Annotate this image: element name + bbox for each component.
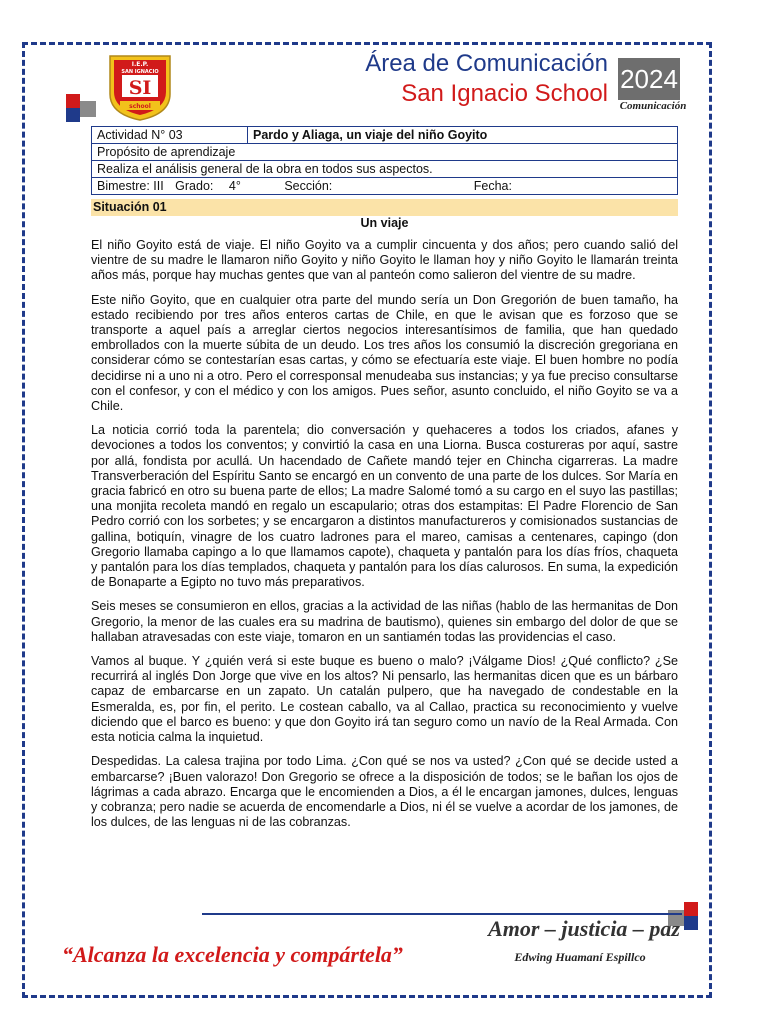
purpose-text: Realiza el análisis general de la obra en todos sus aspectos. [92, 161, 678, 178]
decor-square-blue [684, 916, 698, 930]
logo-banner-text: school [129, 103, 151, 110]
school-motto: Amor – justicia – paz [488, 916, 680, 941]
author-name: Edwing Huamaní Espillco [514, 950, 646, 964]
logo-monogram: SI [128, 77, 152, 99]
school-logo [108, 54, 172, 122]
school-name: San Ignacio School [401, 80, 608, 107]
bimestre-label: Bimestre: III [97, 179, 164, 193]
activity-title: Pardo y Aliaga, un viaje del niño Goyito [248, 127, 678, 144]
logo-top-text: I.E.P. [131, 61, 149, 68]
grado-label: Grado: [175, 179, 214, 193]
story-paragraph: Este niño Goyito, que en cualquier otra parte del mundo sería un Don Gregorión de buen tamaño, ha estado recibiendo por tres años enteros cartas de Chile, en que le avisan que es forzoso que se transporte a aquel país a arreglar ciertos negocios interesantísimos de familia, que han quedado embrollados con la muerte súbita de un deudo. Los tres años los consumió la discreción gregoriana en considerar cómo se contestarían esas cartas, y cómo se efectuaría este viaje. El buen hombre no podía decidirse ni a uno ni a otro. Pero el corresponsal menudeaba sus instancias; y ya fue preciso consultarse con el confesor, y con el médico y con los amigos. Pues señor, asunto concluido, el niño Goyito se va a Chile. [91, 292, 678, 414]
grado-value: 4° [228, 179, 241, 193]
area-title: Área de Comunicación [365, 50, 608, 77]
story-paragraph: El niño Goyito está de viaje. El niño Goyito va a cumplir cincuenta y dos años; pero cuando salió del vientre de su madre le llamaron niño Goyito y niño Goyito le llaman hoy y niño Goyito le llamarán treinta años más, porque hay muchas gentes que van al panteón como salieron del vientre de su madre. [91, 238, 678, 283]
year-badge: 2024 [618, 58, 680, 100]
story-paragraph: Seis meses se consumieron en ellos, gracias a la actividad de las niñas (hablo de las hermanitas de Don Gregorio, la menor de las cuales era su madrina de bautismo), quienes sin embargo del dolor de que se hallaban atravesadas con este viaje, tomaron en un santiamén todas las providencias el caso. [91, 599, 678, 644]
decor-square-red [684, 902, 698, 916]
story-paragraph: Despedidas. La calesa trajina por todo Lima. ¿Con qué se nos va usted? ¿Con qué se decide usted a embarcarse? ¡Buen valorazo! Don Gregorio se ofrece a la disposición de todos; se le bañan los ojos de lágrimas a cada abrazo. Encarga que le encomienden a Dios, a él le encargan jamones, dulces, lenguas y cobranza; pero nadie se acuerda de encomendarle a Dios, ni él se vuelve a acordar de los jamones, de los dulces, de las lenguas ni de las cobranzas. [91, 754, 678, 830]
situation-label: Situación 01 [91, 199, 678, 216]
story-text [91, 238, 678, 839]
footer-divider [202, 913, 682, 915]
activity-number: Actividad N° 03 [92, 127, 248, 144]
decor-square-red [66, 94, 80, 108]
fecha-label: Fecha: [473, 179, 512, 193]
decor-square-gray [80, 101, 96, 117]
logo-name-text: SAN IGNACIO [121, 69, 159, 75]
class-details-row [92, 178, 678, 195]
story-paragraph: La noticia corrió toda la parentela; dio conversación y quehaceres a todos los criados, afanes y devociones a todos los conventos; y convirtió la casa en una Liorna. Busca costureras por aquí, sastre por allá, fondista por acullá. Un hacendado de Cañete mandó tejer en Chincha cigarreras. La madre Transverberación del Espíritu Santo se encargó en un convento de una parte de los dulces. Sor María en gracia fabricó en otro su buena parte de ellos; La madre Salomé tomó a su cargo en el suyo las pastillas; una monjita recoleta mandó en regalo un escapulario; otras dos estampitas: El Padre Florencio de San Pedro corrió con los sorbetes; y se encargaron a distintos manufactureros y comisionados sustancias de gallina, botiquín, vinagre de los cuatro ladrones para el mareo, camisas a centenares, capingo (don Gregorio llamaba capingo a lo que llamamos capote), chaqueta y pantalón para los días fríos, chaqueta y pantalón para los días templados, chaqueta y pantalón para los días calurosos. En suma, la expedición de Bonaparte a Egipto no tuvo más preparativos. [91, 423, 678, 590]
decor-square-blue [66, 108, 80, 122]
story-paragraph: Vamos al buque. Y ¿quién verá si este buque es bueno o malo? ¡Válgame Dios! ¿Qué conflicto? ¿Se recurrirá al inglés Don Jorge que vive en los altos? Ni pensarlo, las hermanitas dicen que es un bárbaro capaz de embarcarse en un zapato. Un catalán pulpero, que ha navegado de condestable en la Esmeralda, es, por fin, el perito. Le costean caballo, va al Callao, practica su reconocimiento y vuelve diciendo que el barco es bueno: y que don Goyito irá tan seguro como un navío de la Real Armada. Con esta noticia calma la inquietud. [91, 654, 678, 745]
seccion-label: Sección: [284, 179, 333, 193]
subject-label: Comunicación [619, 100, 687, 112]
slogan: “Alcanza la excelencia y compártela” [62, 942, 403, 967]
story-title: Un viaje [360, 216, 409, 230]
activity-info-table [91, 126, 678, 195]
purpose-label: Propósito de aprendizaje [92, 144, 678, 161]
